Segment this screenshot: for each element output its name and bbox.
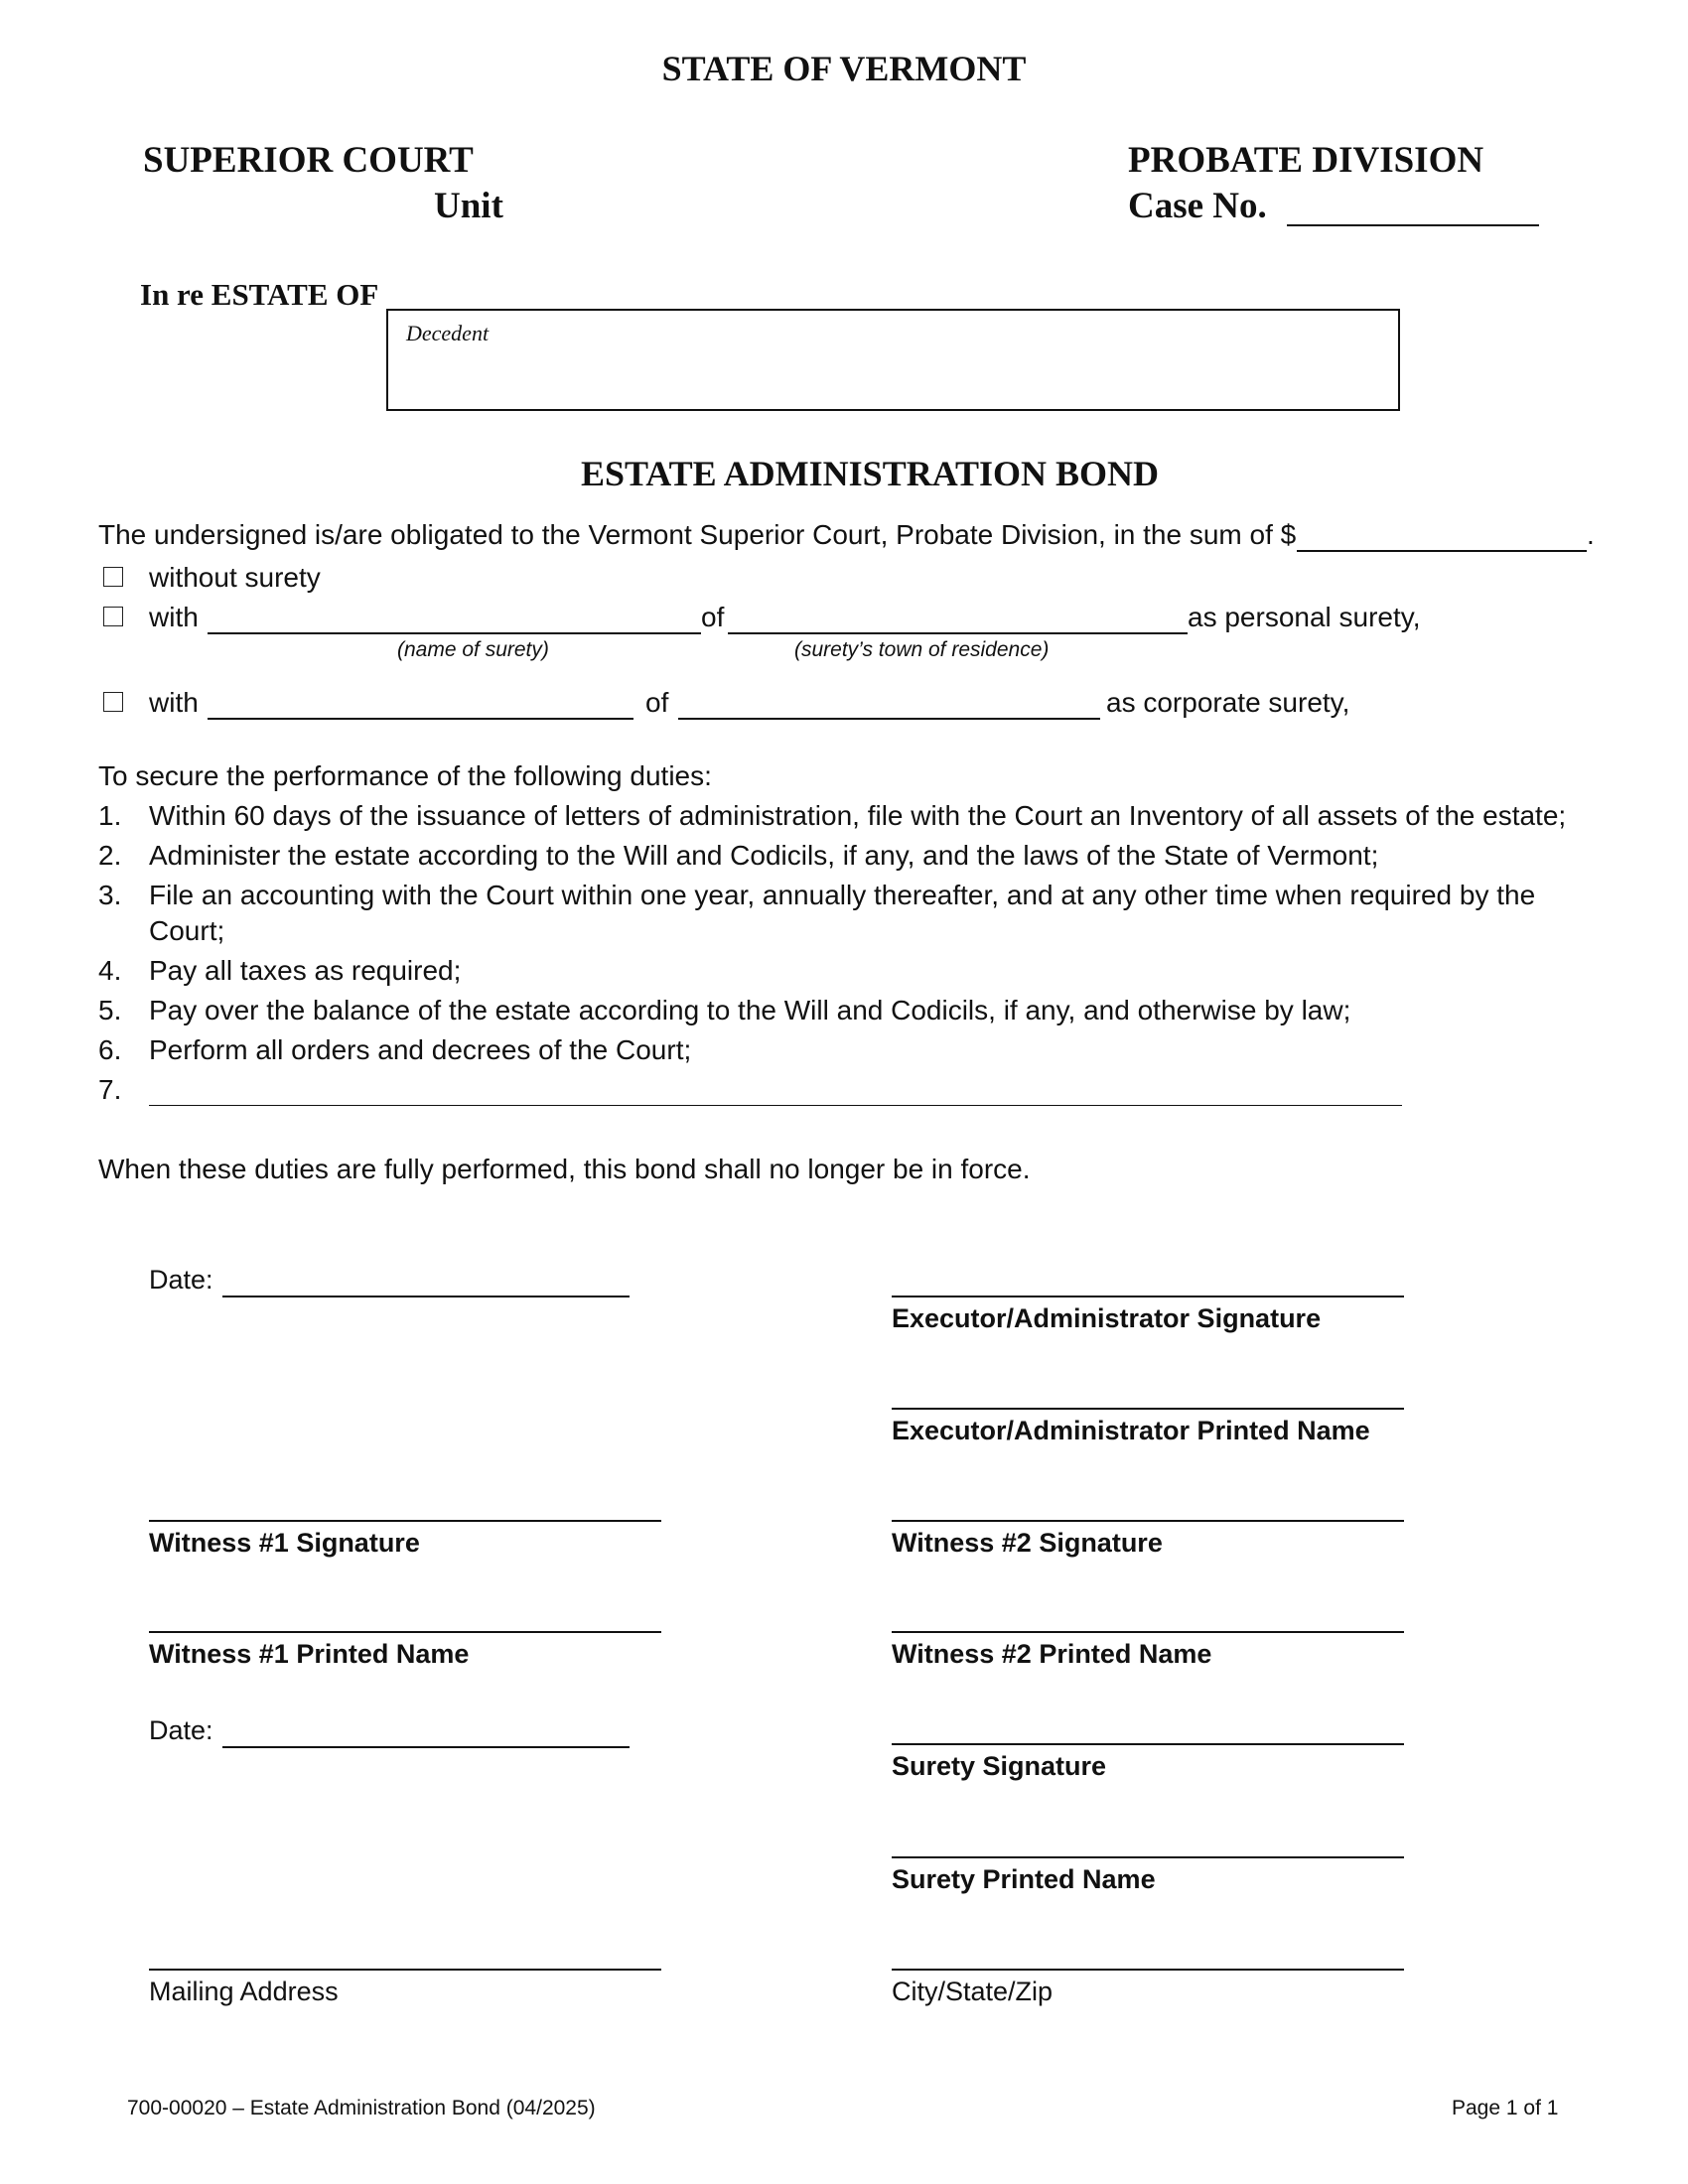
witness1-printed-name-label: Witness #1 Printed Name <box>149 1639 470 1669</box>
document-title: ESTATE ADMINISTRATION BOND <box>580 454 1160 493</box>
duty-text-continued: Court; <box>149 915 225 946</box>
mailing-address-line[interactable] <box>149 1969 661 1971</box>
duty-text: File an accounting with the Court within one year, annually thereafter, and at any other time when required by the <box>149 880 1536 910</box>
witness2-signature-line[interactable] <box>892 1520 1404 1522</box>
decedent-caption: Decedent <box>406 321 490 345</box>
personal-surety-of-label: of <box>701 602 725 632</box>
duty-number: 5. <box>98 995 122 1025</box>
duty-text: Pay over the balance of the estate according to the Will and Codicils, if any, and otherwise by law; <box>149 995 1351 1025</box>
court-heading: SUPERIOR COURT <box>143 140 474 181</box>
witness1-printed-name-line[interactable] <box>149 1631 661 1633</box>
witness2-signature-label: Witness #2 Signature <box>892 1528 1163 1558</box>
case-number-field[interactable] <box>1287 224 1539 226</box>
surety-signature-line[interactable] <box>892 1743 1404 1745</box>
witness1-signature-label: Witness #1 Signature <box>149 1528 420 1558</box>
corporate-surety-town-field[interactable] <box>678 718 1100 720</box>
executor-printed-name-label: Executor/Administrator Printed Name <box>892 1416 1370 1445</box>
witness2-printed-name-line[interactable] <box>892 1631 1404 1633</box>
state-heading: STATE OF VERMONT <box>661 49 1027 88</box>
witness-date-label: Date: <box>149 1715 213 1745</box>
witness-date-field[interactable] <box>222 1746 630 1748</box>
date-label: Date: <box>149 1265 213 1295</box>
executor-signature-line[interactable] <box>892 1296 1404 1297</box>
witness1-signature-line[interactable] <box>149 1520 661 1522</box>
without-surety-label: without surety <box>149 562 321 593</box>
surety-town-caption: (surety’s town of residence) <box>794 638 1050 661</box>
additional-duty-field[interactable] <box>149 1105 1402 1106</box>
executor-signature-label: Executor/Administrator Signature <box>892 1303 1322 1333</box>
duty-text: Perform all orders and decrees of the Court; <box>149 1034 692 1065</box>
duty-number: 6. <box>98 1034 122 1065</box>
duty-number: 3. <box>98 880 122 910</box>
decedent-name-field[interactable] <box>386 309 1400 411</box>
form-id: 700-00020 – Estate Administration Bond (04/2025) <box>127 2097 596 2119</box>
estate-of-label: In re ESTATE OF <box>140 277 379 312</box>
page-number: Page 1 of 1 <box>1452 2097 1559 2119</box>
corporate-surety-with-label: with <box>149 687 199 718</box>
division-heading: PROBATE DIVISION <box>1128 140 1484 181</box>
bond-amount-field[interactable] <box>1297 550 1587 552</box>
unit-label: Unit <box>434 186 503 226</box>
surety-printed-name-label: Surety Printed Name <box>892 1864 1156 1894</box>
city-state-zip-line[interactable] <box>892 1969 1404 1971</box>
duty-number: 7. <box>98 1074 122 1105</box>
date-field[interactable] <box>222 1296 630 1297</box>
duty-text: Pay all taxes as required; <box>149 955 462 986</box>
surety-name-caption: (name of surety) <box>397 638 549 661</box>
city-state-zip-label: City/State/Zip <box>892 1977 1054 2006</box>
personal-surety-suffix: as personal surety, <box>1188 602 1421 632</box>
duty-number: 4. <box>98 955 122 986</box>
duty-text: Administer the estate according to the Will and Codicils, if any, and the laws of the State of Vermont; <box>149 840 1379 871</box>
personal-surety-town-field[interactable] <box>728 632 1188 634</box>
corporate-surety-suffix: as corporate surety, <box>1106 687 1350 718</box>
mailing-address-label: Mailing Address <box>149 1977 339 2006</box>
witness2-printed-name-label: Witness #2 Printed Name <box>892 1639 1212 1669</box>
duty-text: Within 60 days of the issuance of letters of administration, file with the Court an Inventory of all assets of the estate; <box>149 800 1567 831</box>
surety-signature-label: Surety Signature <box>892 1751 1107 1781</box>
personal-surety-name-field[interactable] <box>208 632 701 634</box>
case-number-label: Case No. <box>1128 186 1267 226</box>
closing-statement: When these duties are fully performed, this bond shall no longer be in force. <box>98 1154 1031 1184</box>
without-surety-checkbox[interactable] <box>103 567 123 587</box>
obligation-text: The undersigned is/are obligated to the Vermont Superior Court, Probate Division, in the sum of $ <box>98 519 1297 550</box>
duties-intro: To secure the performance of the following duties: <box>98 760 712 791</box>
corporate-surety-of-label: of <box>645 687 669 718</box>
corporate-surety-checkbox[interactable] <box>103 692 123 712</box>
obligation-period: . <box>1587 519 1595 550</box>
duty-number: 2. <box>98 840 122 871</box>
personal-surety-with-label: with <box>149 602 199 632</box>
duty-number: 1. <box>98 800 122 831</box>
corporate-surety-name-field[interactable] <box>208 718 633 720</box>
surety-printed-name-line[interactable] <box>892 1856 1404 1858</box>
personal-surety-checkbox[interactable] <box>103 607 123 626</box>
executor-printed-name-line[interactable] <box>892 1408 1404 1410</box>
